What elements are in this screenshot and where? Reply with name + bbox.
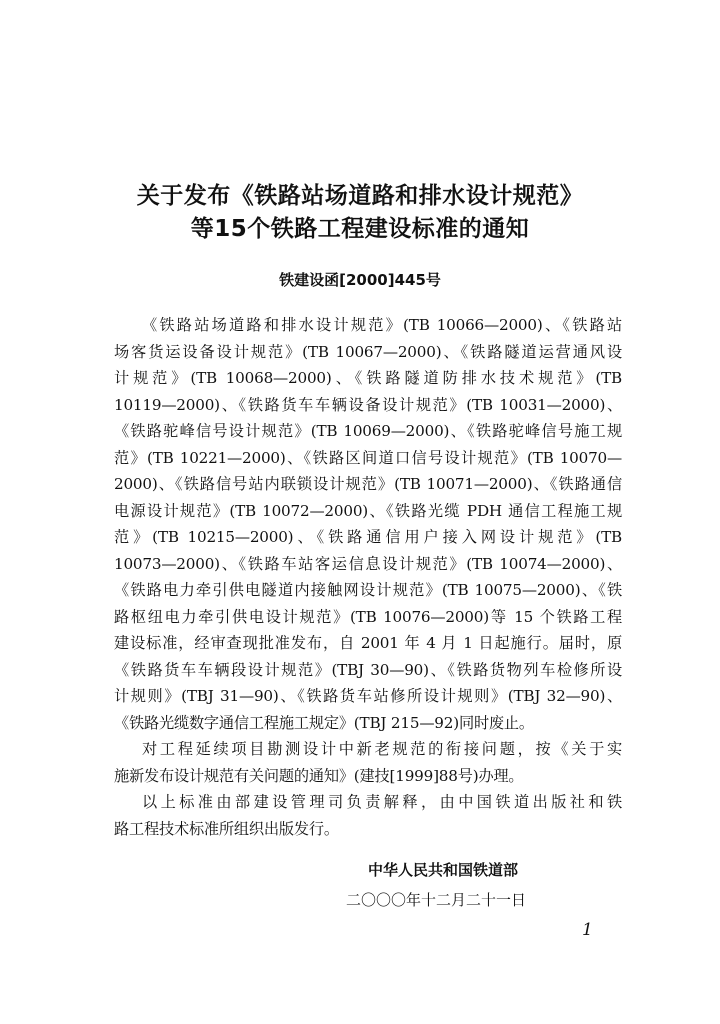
paragraph-line: 以上标准由部建设管理司负责解释，由中国铁道出版社和铁 [142,793,622,811]
notice-body [114,312,622,842]
paragraph-line: 路枢纽电力牵引供电设计规范》(TB 10076—2000)等 15 个铁路工程 [114,607,622,626]
paragraph-line: 《铁路货车车辆段设计规范》(TBJ 30—90)、《铁路货物列车检修所设 [114,660,622,679]
paragraph-line: 计规范》(TB 10068—2000)、《铁路隧道防排水技术规范》(TB [114,369,622,387]
page-number: 1 [582,920,593,940]
notice-title-line-2: 等15个铁路工程建设标准的通知 [190,216,530,242]
paragraph-line: 《铁路站场道路和排水设计规范》(TB 10066—2000)、《铁路站 [142,316,622,334]
signature-organization: 中华人民共和国铁道部 [368,861,519,879]
paragraph-line: 路工程技术标准所组织出版发行。 [114,819,339,838]
paragraph-line: 范》(TB 10215—2000)、《铁路通信用户接入网设计规范》(TB [114,528,622,546]
document-number: 铁建设函[2000]445号 [279,271,441,289]
paragraph-line: 10073—2000)、《铁路车站客运信息设计规范》(TB 10074—2000)、 [114,554,622,573]
paragraph-line: 计规则》(TBJ 31—90)、《铁路货车站修所设计规则》(TBJ 32—90)、 [114,687,622,705]
paragraph-line: 《铁路光缆数字通信工程施工规定》(TBJ 215—92)同时废止。 [114,713,534,732]
paragraph-line: 2000)、《铁路信号站内联锁设计规范》(TB 10071—2000)、《铁路通信 [114,475,622,493]
paragraph-line: 《铁路驼峰信号设计规范》(TB 10069—2000)、《铁路驼峰信号施工规 [114,422,622,440]
paragraph-line: 对工程延续项目勘测设计中新老规范的衔接问题，按《关于实 [142,740,622,758]
notice-title-line-1: 关于发布《铁路站场道路和排水设计规范》 [136,183,584,209]
paragraph-line: 范》(TB 10221—2000)、《铁路区间道口信号设计规范》(TB 10070— [114,448,622,467]
paragraph-line: 施新发布设计规范有关问题的通知》(建技[1999]88号)办理。 [114,766,524,785]
paragraph-line: 10119—2000)、《铁路货车车辆设备设计规范》(TB 10031—2000)、 [114,395,622,414]
signature-date: 二〇〇〇年十二月二十一日 [346,891,527,909]
paragraph-line: 电源设计规范》(TB 10072—2000)、《铁路光缆 PDH 通信工程施工规 [114,501,622,520]
paragraph-line: 场客货运设备设计规范》(TB 10067—2000)、《铁路隧道运营通风设 [114,342,622,361]
paragraph-line: 建设标准，经审查现批准发布，自 2001 年 4 月 1 日起施行。届时，原 [114,634,622,652]
paragraph-line: 《铁路电力牵引供电隧道内接触网设计规范》(TB 10075—2000)、《铁 [114,581,622,599]
